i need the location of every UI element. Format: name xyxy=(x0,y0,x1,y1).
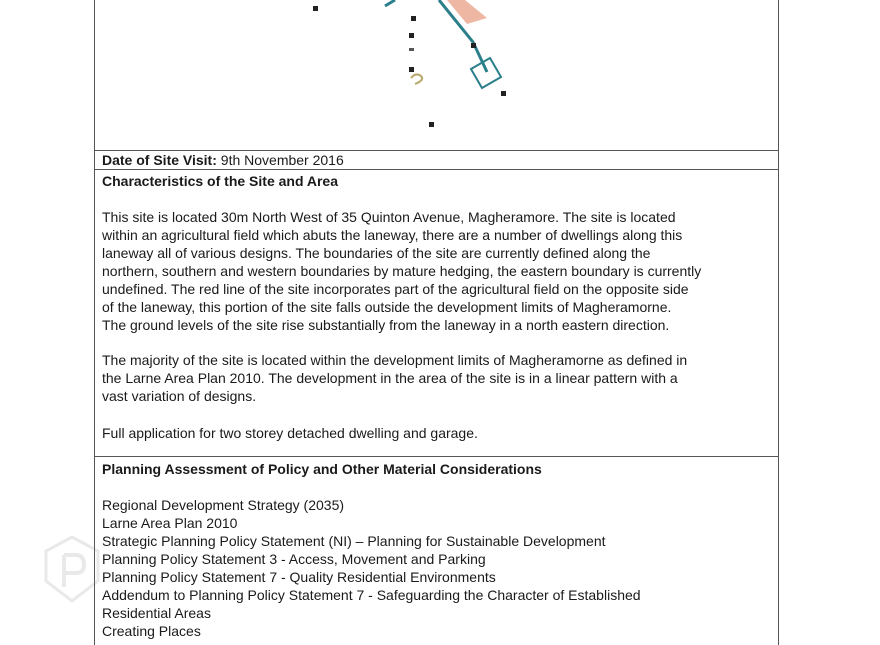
list-item: Larne Area Plan 2010 xyxy=(102,515,238,531)
paragraph-line: northern, southern and western boundaries by mature hedging, the eastern boundary is currently xyxy=(102,263,702,279)
list-item: Addendum to Planning Policy Statement 7 - Safeguarding the Character of Established xyxy=(102,587,641,603)
site-edge-line xyxy=(385,0,395,6)
paragraph-line: The ground levels of the site rise substantially from the laneway in a north eastern direction. xyxy=(102,317,670,333)
watermark-logo-icon xyxy=(42,535,102,605)
document-page xyxy=(94,0,779,645)
site-visit-value: 9th November 2016 xyxy=(220,152,344,168)
list-item: Regional Development Strategy (2035) xyxy=(102,497,345,513)
map-marker xyxy=(501,91,506,96)
list-item: Residential Areas xyxy=(102,605,211,621)
characteristics-heading: Characteristics of the Site and Area xyxy=(102,173,339,189)
map-annotation xyxy=(411,74,422,84)
site-location-map xyxy=(95,0,778,150)
paragraph-line: vast variation of designs. xyxy=(102,388,257,404)
characteristics-paragraph-2 xyxy=(102,351,774,405)
paragraph-line: undefined. The red line of the site incorporates part of the agricultural field on the opposite side xyxy=(102,281,689,297)
map-marker xyxy=(409,48,414,51)
assessment-heading: Planning Assessment of Policy and Other Material Considerations xyxy=(102,461,542,477)
map-marker xyxy=(471,43,476,48)
site-visit-label: Date of Site Visit: xyxy=(102,152,217,168)
paragraph-line: laneway all of various designs. The boundaries of the site are currently defined along the xyxy=(102,245,651,261)
site-visit-row xyxy=(102,151,344,169)
map-marker xyxy=(411,16,416,21)
characteristics-paragraph-3 xyxy=(102,424,774,442)
paragraph-line: the Larne Area Plan 2010. The development in the area of the site is in a linear pattern with a xyxy=(102,370,678,386)
list-item: Planning Policy Statement 3 - Access, Movement and Parking xyxy=(102,551,486,567)
map-marker xyxy=(409,67,414,72)
characteristics-paragraph-1 xyxy=(102,208,774,334)
map-marker xyxy=(313,6,318,11)
list-item: Strategic Planning Policy Statement (NI) – Planning for Sustainable Development xyxy=(102,533,606,549)
garage-outline xyxy=(471,58,501,88)
paragraph-line: The majority of the site is located within the development limits of Magheramorne as defined in xyxy=(102,352,688,368)
paragraph-line: Full application for two storey detached dwelling and garage. xyxy=(102,425,478,441)
divider xyxy=(95,456,778,457)
list-item: Creating Places xyxy=(102,623,201,639)
map-marker xyxy=(409,33,414,38)
divider xyxy=(95,169,778,170)
site-boundary-fill xyxy=(447,0,487,24)
paragraph-line: This site is located 30m North West of 35 Quinton Avenue, Magheramore. The site is located xyxy=(102,209,676,225)
paragraph-line: within an agricultural field which abuts the laneway, there are a number of dwellings along this xyxy=(102,227,683,243)
paragraph-line: of the laneway, this portion of the site falls outside the development limits of Magheramorne. xyxy=(102,299,672,315)
map-marker xyxy=(429,122,434,127)
policy-list xyxy=(102,496,641,640)
list-item: Planning Policy Statement 7 - Quality Residential Environments xyxy=(102,569,496,585)
